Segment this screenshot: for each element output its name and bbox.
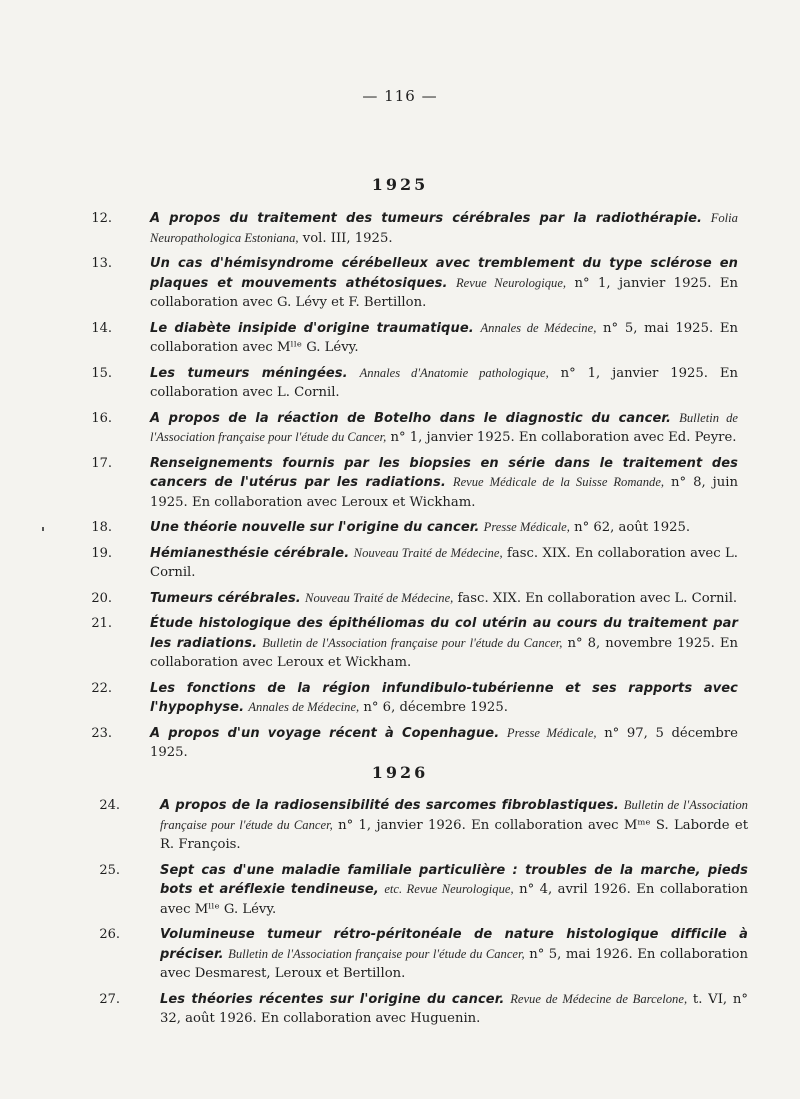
entry-title: Tumeurs cérébrales. bbox=[150, 590, 301, 606]
entry-number: 23. bbox=[91, 725, 112, 741]
bibliography-entry bbox=[0, 319, 800, 358]
entry-text bbox=[160, 925, 748, 984]
entry-number: 22. bbox=[91, 680, 112, 696]
entry-text bbox=[150, 544, 738, 583]
entry-text bbox=[150, 364, 738, 403]
entry-source: Revue Neurologique, bbox=[455, 275, 567, 290]
entry-details: t. VI, n° 32, août 1926. En collaboration avec Huguenin. bbox=[160, 991, 748, 1026]
entry-source: Revue Médicale de la Suisse Romande, bbox=[452, 475, 665, 489]
entry-text bbox=[150, 518, 738, 538]
entry-details: n° 1, janvier 1925. En collaboration avec G. Lévy et F. Bertillon. bbox=[150, 275, 738, 310]
bibliography-entry bbox=[0, 454, 800, 513]
entry-details: n° 97, 5 décembre 1925. bbox=[150, 725, 738, 760]
entry-details: fasc. XIX. En collaboration avec L. Cornil. bbox=[150, 545, 738, 580]
entry-number: 13. bbox=[91, 256, 112, 271]
entry-details: n° 5, mai 1925. En collaboration avec Mˡˡᵉ G. Lévy. bbox=[150, 320, 738, 355]
entry-details: n° 8, juin 1925. En collaboration avec Leroux et Wickham. bbox=[150, 475, 738, 510]
entry-details: fasc. XIX. En collaboration avec L. Cornil. bbox=[457, 590, 738, 606]
bibliography-entry bbox=[0, 679, 800, 718]
bibliography-list-1926 bbox=[0, 796, 800, 1035]
entry-number: 16. bbox=[91, 410, 112, 426]
entry-number: 24. bbox=[99, 798, 120, 813]
entry-title: Renseignements fournis par les biopsies en série dans le traitement des cancers de l'utérus par les radiations. bbox=[150, 455, 738, 490]
entry-title: Les fonctions de la région infundibulo-tubérienne et ses rapports avec l'hypophyse. bbox=[150, 680, 738, 715]
entry-text bbox=[160, 861, 748, 920]
bibliography-entry bbox=[0, 614, 800, 673]
entry-details: n° 1, janvier 1925. En collaboration avec Ed. Peyre. bbox=[390, 430, 737, 445]
bibliography-entry bbox=[0, 518, 800, 538]
entry-title: Le diabète insipide d'origine traumatique. bbox=[150, 320, 474, 336]
entry-text bbox=[150, 589, 738, 609]
bibliography-entry bbox=[0, 990, 800, 1029]
entry-title: Un cas d'hémisyndrome cérébelleux avec tremblement du type sclérose en plaques et mouvements athétosiques. bbox=[150, 256, 738, 291]
bibliography-list-1925 bbox=[0, 209, 800, 769]
entry-source: Bulletin de l'Association française pour l'étude du Cancer, bbox=[228, 946, 525, 961]
entry-details: n° 62, août 1925. bbox=[574, 520, 691, 535]
entry-source: etc. Revue Neurologique, bbox=[384, 882, 514, 896]
entry-title: A propos d'un voyage récent à Copenhague. bbox=[150, 725, 500, 741]
entry-source: Bulletin de l'Association française pour l'étude du Cancer, bbox=[160, 798, 748, 832]
entry-number: 15. bbox=[91, 365, 112, 381]
bibliography-entry bbox=[0, 409, 800, 448]
bibliography-entry bbox=[0, 589, 800, 609]
entry-source: Folia Neuropathologica Estoniana, bbox=[150, 211, 738, 245]
bibliography-entry bbox=[0, 364, 800, 403]
page-number: — 116 — bbox=[362, 87, 438, 105]
entry-details: n° 1, janvier 1925. En collaboration avec L. Cornil. bbox=[150, 365, 738, 400]
entry-details: n° 6, décembre 1925. bbox=[363, 700, 508, 715]
entry-number: 12. bbox=[91, 211, 112, 226]
section-year-1926: 1926 bbox=[371, 763, 429, 782]
entry-text bbox=[150, 254, 738, 313]
section-year-1925: 1925 bbox=[371, 175, 429, 194]
entry-number: 19. bbox=[91, 545, 112, 561]
entry-title: Une théorie nouvelle sur l'origine du cancer. bbox=[150, 520, 480, 535]
entry-text bbox=[150, 209, 738, 248]
entry-source: Annales de Médecine, bbox=[480, 320, 597, 335]
entry-title: Les tumeurs méningées. bbox=[150, 365, 348, 381]
entry-text bbox=[150, 724, 738, 763]
entry-source: Bulletin de l'Association française pour l'étude du Cancer, bbox=[262, 635, 563, 650]
entry-text bbox=[150, 614, 738, 673]
bibliography-entry bbox=[0, 861, 800, 920]
entry-details: vol. III, 1925. bbox=[302, 230, 393, 246]
entry-text bbox=[150, 679, 738, 718]
entry-number: 25. bbox=[99, 862, 120, 878]
bibliography-entry bbox=[0, 925, 800, 984]
entry-source: Revue de Médecine de Barcelone, bbox=[510, 991, 688, 1006]
entry-details: n° 1, janvier 1926. En collaboration avec Mᵐᵉ S. Laborde et R. François. bbox=[160, 817, 748, 852]
entry-number: 26. bbox=[99, 927, 120, 942]
entry-number: 17. bbox=[91, 455, 112, 471]
entry-source: Presse Médicale, bbox=[483, 520, 570, 534]
entry-source: Nouveau Traité de Médecine, bbox=[305, 590, 454, 605]
entry-title: A propos de la radiosensibilité des sarcomes fibroblastiques. bbox=[160, 798, 619, 813]
entry-title: Étude histologique des épithéliomas du col utérin au cours du traitement par les radiations. bbox=[150, 616, 738, 651]
entry-number: 18. bbox=[91, 520, 112, 535]
entry-title: Volumineuse tumeur rétro-péritonéale de nature histologique difficile à préciser. bbox=[160, 927, 748, 962]
bibliography-entry bbox=[0, 544, 800, 583]
entry-details: n° 4, avril 1926. En collaboration avec Mˡˡᵉ G. Lévy. bbox=[160, 882, 748, 917]
entry-number: 21. bbox=[91, 616, 112, 631]
entry-source: Annales de Médecine, bbox=[248, 700, 360, 714]
entry-source: Bulletin de l'Association française pour l'étude du Cancer, bbox=[150, 410, 738, 444]
entry-title: Sept cas d'une maladie familiale particulière : troubles de la marche, pieds bots et aréflexie tendineuse, bbox=[160, 862, 748, 897]
entry-title: A propos du traitement des tumeurs cérébrales par la radiothérapie. bbox=[150, 211, 703, 226]
bibliography-entry bbox=[0, 724, 800, 763]
entry-number: 27. bbox=[99, 991, 120, 1007]
entry-text bbox=[150, 454, 738, 513]
entry-source: Presse Médicale, bbox=[506, 725, 597, 740]
entry-title: Les théories récentes sur l'origine du cancer. bbox=[160, 991, 505, 1007]
entry-source: Annales d'Anatomie pathologique, bbox=[359, 365, 549, 380]
entry-text bbox=[160, 990, 748, 1029]
entry-text bbox=[150, 409, 738, 448]
entry-number: 20. bbox=[91, 590, 112, 606]
entry-number: 14. bbox=[91, 320, 112, 336]
bibliography-entry bbox=[0, 254, 800, 313]
entry-source: Nouveau Traité de Médecine, bbox=[353, 545, 503, 560]
entry-details: n° 5, mai 1926. En collaboration avec Desmarest, Leroux et Bertillon. bbox=[160, 946, 748, 981]
entry-text bbox=[150, 319, 738, 358]
entry-title: A propos de la réaction de Botelho dans le diagnostic du cancer. bbox=[150, 410, 672, 426]
bibliography-entry bbox=[0, 796, 800, 855]
entry-details: n° 8, novembre 1925. En collaboration avec Leroux et Wickham. bbox=[150, 635, 738, 670]
entry-title: Hémianesthésie cérébrale. bbox=[150, 545, 350, 561]
bibliography-entry bbox=[0, 209, 800, 248]
entry-text bbox=[160, 796, 748, 855]
